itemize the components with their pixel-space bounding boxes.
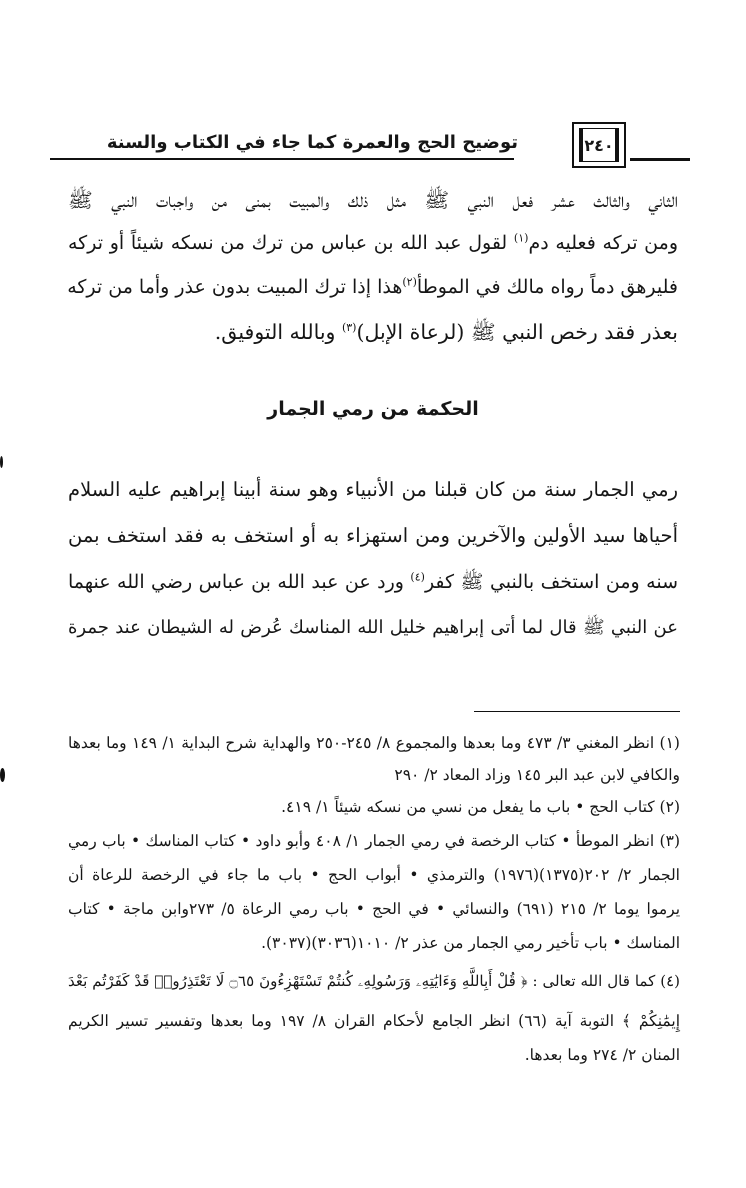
footnote-ref-1: (١) (513, 231, 529, 245)
text-run: وبالله التوفيق. (214, 320, 342, 344)
footnote-1-line-1: (١) انظر المغني ٣/ ٤٧٣ وما بعدها والمجموع ٨/ ٢٤٥-٢٥٠ والهداية شرح البداية ١/ ١٤٩ وما بعدها (68, 734, 680, 752)
footnote-4-line-1: (٤) كما قال الله تعالى : ﴿ قُلْ أَبِاللَّهِ وَءَايَٰتِهِۦ وَرَسُولِهِۦ كُنتُمْ تَسْتَهْزِءُونَ ۝٦٥ لَا تَعْتَذِرُوا۟ قَدْ كَفَرْتُم بَعْدَ (68, 972, 680, 990)
footnote-3-line-4: المناسك • باب تأخير رمي الجمار من عذر ٢/ ١٠١٠(٣٠٣٦)(٣٠٣٧). (261, 934, 680, 952)
header-rule-short (630, 158, 690, 161)
text-run: لقول عبد الله بن عباس من ترك من نسكه شيئاً أو تركه (68, 232, 514, 254)
page-header (50, 118, 690, 176)
page-number: ٢٤٠ (579, 128, 619, 162)
footnote-ref-2: (٢) (402, 275, 417, 289)
paragraph-2-line-3 (68, 570, 678, 598)
footnote-3-line-1: (٣) انظر الموطأ • كتاب الرخصة في رمي الجمار ١/ ٤٠٨ وأبو داود • كتاب المناسك • باب رمي (68, 832, 680, 850)
footnote-ref-3: (٣) (341, 321, 357, 335)
footnote-1-line-2: والكافي لابن عبد البر ١٤٥ وزاد المعاد ٢/ ٢٩٠ (394, 766, 680, 784)
running-title: توضيح الحج والعمرة كما جاء في الكتاب والسنة (106, 132, 518, 153)
text-run: هذا إذا ترك المبيت بدون عذر وأما من تركه (67, 276, 403, 298)
footnote-2-line-1: (٢) كتاب الحج • باب ما يفعل من نسي من نسكه شيئاً ١/ ٤١٩. (281, 798, 680, 816)
paragraph-2-line-1: رمي الجمار سنة من كان قبلنا من الأنبياء وهو سنة أبينا إبراهيم عليه السلام (68, 478, 678, 501)
paragraph-1-line-2 (68, 232, 678, 254)
scan-edge-mark (0, 768, 5, 782)
footnote-3-line-2: الجمار ٢/ ٢٠٢(١٣٧٥)(١٩٧٦) والترمذي • أبواب الحج • باب ما جاء في الرخصة للرعاة أن (68, 866, 680, 884)
paragraph-1-line-1: الثاني والثالث عشر فعل النبي ﷺ مثل ذلك والمبيت بمنى من واجبات النبي ﷺ (68, 188, 678, 212)
text-run: سنه ومن استخف بالنبي ﷺ كفر (424, 571, 679, 593)
text-run: ورد عن عبد الله بن عباس رضي الله عنهما (68, 571, 411, 593)
footnote-ref-4: (٤) (410, 570, 425, 584)
header-rule (50, 158, 514, 160)
paragraph-2-line-4: عن النبي ﷺ قال لما أتى إبراهيم خليل الله المناسك عُرض له الشيطان عند جمرة (68, 617, 678, 638)
text-run: فليرهق دماً رواه مالك في الموطأ (416, 276, 678, 298)
section-heading: الحكمة من رمي الجمار (267, 398, 479, 420)
page-number-frame (572, 122, 626, 168)
footnote-4-line-3: المنان ٢/ ٢٧٤ وما بعدها. (524, 1046, 680, 1064)
footnote-3-line-3: يرموا يوما ٢/ ٢١٥ (٦٩١) والنسائي • في الحج • باب رمي الرعاة ٥/ ٢٧٣وابن ماجة • كتاب (68, 900, 681, 918)
scan-edge-mark (0, 456, 3, 468)
text-run: ومن تركه فعليه دم (528, 232, 678, 254)
footnote-4-line-2: إِيمَٰنِكُمْ ﴾ التوبة آية (٦٦) انظر الجامع لأحكام القران ٨/ ١٩٧ وما بعدها وتفسير تسير الكريم (68, 1012, 681, 1030)
paragraph-1-line-3 (68, 276, 678, 298)
paragraph-1-line-4 (68, 320, 678, 350)
text-run: بعذر فقد رخص النبي ﷺ (لرعاة الإبل) (356, 320, 678, 344)
paragraph-2-line-2: أحياها سيد الأولين والآخرين ومن استهزاء به أو استخف به فقد استخف بمن (68, 524, 678, 547)
footnote-separator (474, 711, 680, 712)
